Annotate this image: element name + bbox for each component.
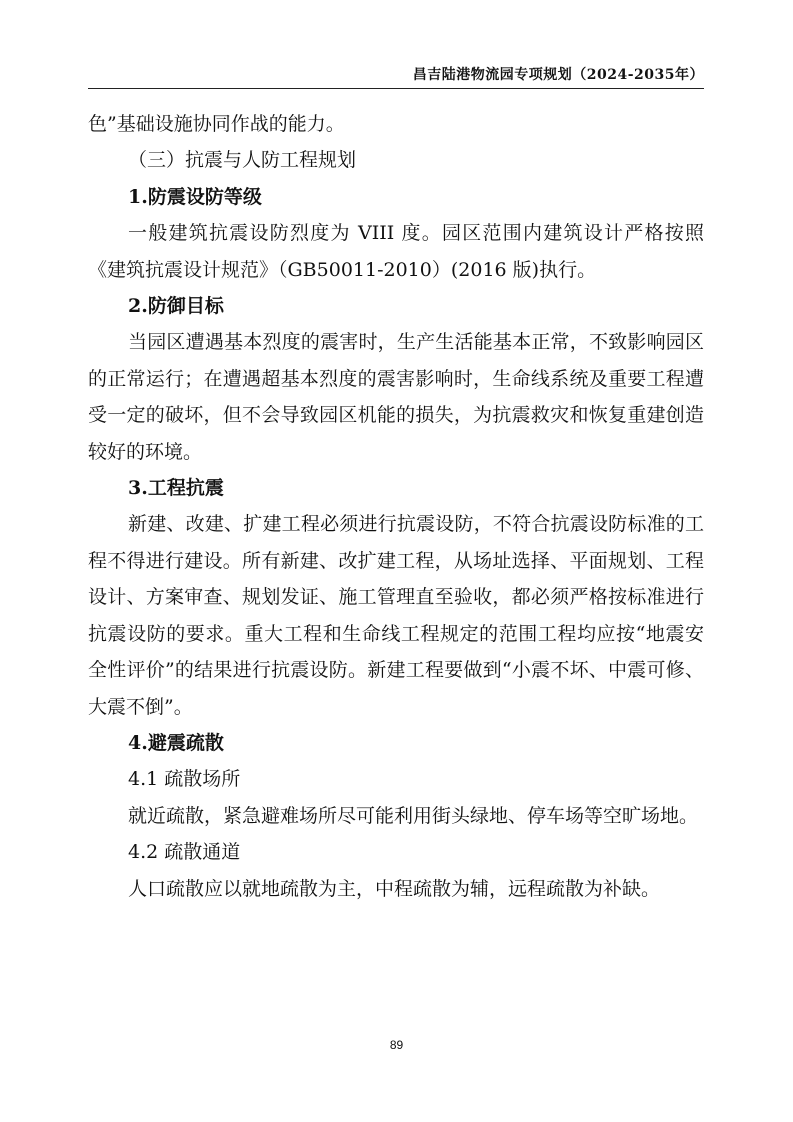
paragraph-evacuation-sites: 就近疏散，紧急避难场所尽可能利用街头绿地、停车场等空旷场地。	[128, 804, 699, 827]
subheading-evacuation-sites: 4.1 疏散场所	[128, 768, 241, 791]
paragraph-defense-goal: 当园区遭遇基本烈度的震害时，生产生活能基本正常，不致影响园区的正常运行；在遭遇超基本烈度的震害影响时，生命线系统及重要工程遭受一定的破坏，但不会导致园区机能的损失，为抗震救灾和恢复重建创造较好的环境。	[88, 331, 704, 463]
section-heading: （三）抗震与人防工程规划	[128, 149, 357, 172]
subheading-defense-goal: 2.防御目标	[128, 295, 224, 318]
page-body	[88, 106, 704, 907]
paragraph-continuation: 色”基础设施协同作战的能力。	[88, 113, 345, 135]
subheading-engineering: 3.工程抗震	[128, 477, 224, 500]
subheading-seismic-level: 1.防震设防等级	[128, 185, 262, 208]
running-header: 昌吉陆港物流园专项规划（2024-2035年）	[412, 67, 704, 83]
header-divider	[88, 88, 704, 89]
page-number: 89	[389, 1038, 404, 1052]
paragraph-engineering: 新建、改建、扩建工程必须进行抗震设防，不符合抗震设防标准的工程不得进行建设。所有新建、改扩建工程，从场址选择、平面规划、工程设计、方案审查、规划发证、施工管理直至验收，都必须严格按标准进行抗震设防的要求。重大工程和生命线工程规定的范围工程均应按“地震安全性评价”的结果进行抗震设防。新建工程要做到“小震不坏、中震可修、大震不倒”。	[88, 513, 704, 718]
paragraph-seismic-level: 一般建筑抗震设防烈度为 VIII 度。园区范围内建筑设计严格按照《建筑抗震设计规范》（GB50011-2010）(2016 版)执行。	[88, 222, 704, 281]
subheading-evacuation: 4.避震疏散	[128, 731, 224, 754]
paragraph-evacuation-routes: 人口疏散应以就地疏散为主，中程疏散为辅，远程疏散为补缺。	[128, 877, 661, 900]
subheading-evacuation-routes: 4.2 疏散通道	[128, 841, 241, 864]
